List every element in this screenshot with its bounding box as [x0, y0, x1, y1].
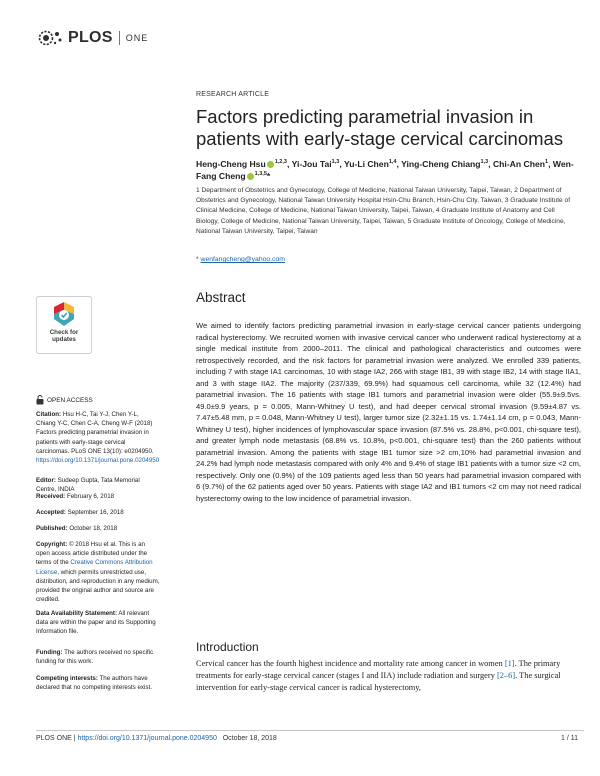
- accepted-label: Accepted:: [36, 509, 66, 516]
- editor-text: Sudeep Gupta, Tata Memorial Centre, INDIA: [36, 477, 140, 494]
- abstract-heading: Abstract: [196, 290, 246, 305]
- copyright-label: Copyright:: [36, 541, 68, 548]
- author-list: Heng-Cheng Hsu $^{1,2,3}$, Yi-Jou Tai$^{1,3}$, Yu-Li Chen$^{1,4}$, Ying-Cheng Chiang$^{1,3}$, Chi-An Chen$^1$, Wen-Fang Cheng $^{1,3,5}$*: [196, 159, 574, 181]
- author-name[interactable]: Yu-Li Chen: [343, 159, 389, 169]
- orcid-icon[interactable]: [267, 161, 274, 168]
- published-block: [36, 524, 160, 533]
- copyright-text: , which permits unrestricted use, distribution, and reproduction in any medium, provided the original author and source are credited.: [36, 568, 160, 604]
- corresponding-marker: *: [266, 171, 271, 181]
- received-label: Received:: [36, 493, 66, 500]
- author-name[interactable]: Yi-Jou Tai: [291, 159, 332, 169]
- intro-text: . The surgical intervention for early-stage cervical cancer is radical hysterectomy,: [196, 671, 561, 692]
- author-affiliation-ref: 1,3,5: [254, 171, 267, 178]
- author-affiliation-ref: 1,3: [480, 159, 489, 166]
- funding-label: Funding:: [36, 649, 63, 656]
- open-access-label: [36, 395, 93, 405]
- funding-block: [36, 648, 160, 666]
- received-block: [36, 492, 160, 501]
- license-link[interactable]: Creative Commons Attribution License: [36, 559, 153, 576]
- orcid-icon[interactable]: [247, 173, 254, 180]
- citation-text: Hsu H-C, Tai Y-J, Chen Y-L, Chiang Y-C, Chen C-A, Cheng W-F (2018) Factors predicting parametrial invasion in patients with early-stage cervical carcinomas. PLoS ONE 13(10): e0204950.: [36, 411, 154, 455]
- received-date: February 6, 2018: [65, 493, 115, 500]
- logo-brand: PLOS: [68, 29, 113, 46]
- reference-link[interactable]: [2–6]: [496, 671, 516, 680]
- footer-date: October 18, 2018: [222, 735, 277, 742]
- competing-interests-text: The authors have declared that no competing interests exist.: [36, 675, 152, 692]
- corresponding-email: [196, 256, 285, 263]
- competing-interests-block: [36, 674, 160, 692]
- crossmark-line1: Check for: [49, 329, 79, 336]
- author-name[interactable]: Heng-Cheng Hsu: [196, 159, 266, 169]
- open-lock-icon: [36, 395, 44, 405]
- intro-text: . The primary treatments for early-stage cervical cancer (stages I and IIA) include radiation and surgery: [196, 659, 561, 680]
- reference-link[interactable]: [1]: [504, 659, 515, 668]
- article-title: Factors predicting parametrial invasion in patients with early-stage cervical carcinomas: [196, 106, 564, 149]
- author-name[interactable]: Wen-Fang Cheng: [196, 159, 574, 181]
- author-name[interactable]: Ying-Cheng Chiang: [401, 159, 481, 169]
- abstract-body: We aimed to identify factors predicting parametrial invasion in early-stage cervical cancer patients undergoing radical hysterectomy. We recruited women with invasive cervical cancer who underwent radical hysterectomy at a single medical institute from 2000–2011. The clinical and pathological characteristics and outcomes were retrospectively recorded, and the risk factors for parametrial invasion were analyzed. We enrolled 339 patients, including 7 with stage IA1 carcinomas, 10 with stage IA2, 266 with stage IB1, 39 with stage IB2, 14 with stage IIA1, and 3 with stage IIA2. The majority (237/339, 69.9%) had squamous cell carcinoma, while 32 (12.4%) had parametrial invasion. The 16 patients with stage IB1 tumors and parametrial invasion were older (55.9±9.5vs. 49.0±9.9 years, p = 0.005, Mann-Whitney U test), and had deeper cervical stromal invasion (9.59±4.87 vs. 7.47±5.48 mm, p = 0.048, Mann-Whitney U test), larger tumor size (2.32±1.15 vs. 1.74±1.14 cm, p = 0.043, Mann-Whitney U test), higher incidences of lymphovascular space invasion (87.5% vs. 28.8%, p<0.001, chi-square test), and greater lymph node metastasis (68.8% vs. 10.8%, p<0.001, chi-square test) than the 260 patients without parametrial invasion. Among the patients with stage IB1 tumor size >2 cm,10% had parametrial invasion and 24.2% had lymph node metastasis compared with only 4% and 9.4% of stage IB1 patients with a tumor size <2 cm, respectively. Only one (0.9%) of the 109 patients aged less than 50 years had parametrial invasion compared with 6 (9.7%) of the 62 patients aged over 50 years. Patients with stage IA2 and IB1 tumors <2 cm may not need radical hysterectomy owing to the low incidence of parametrial invasion.: [196, 321, 581, 503]
- crossmark-icon: [52, 301, 76, 327]
- author-affiliation-ref: 1: [545, 159, 549, 166]
- published-label: Published:: [36, 525, 68, 532]
- citation-label: Citation:: [36, 411, 62, 418]
- copyright-block: [36, 540, 160, 604]
- page-footer: [36, 735, 277, 742]
- author-affiliation-ref: 1,2,3: [274, 159, 287, 166]
- author-name[interactable]: Chi-An Chen: [492, 159, 546, 169]
- intro-text: Cervical cancer has the fourth highest incidence and mortality rate among cancer in women: [196, 659, 505, 668]
- footer-doi-link[interactable]: https://doi.org/10.1371/journal.pone.0204950: [77, 735, 217, 742]
- check-for-updates-badge[interactable]: [36, 296, 92, 354]
- author-affiliation-ref: 1,4: [388, 159, 397, 166]
- accepted-date: September 16, 2018: [65, 509, 124, 516]
- footer-divider: [36, 730, 584, 731]
- open-access-text: OPEN ACCESS: [47, 396, 93, 404]
- editor-label: Editor:: [36, 477, 56, 484]
- introduction-heading: Introduction: [196, 640, 259, 654]
- citation-doi-link[interactable]: https://doi.org/10.1371/journal.pone.0204950: [36, 457, 160, 465]
- data-availability-block: [36, 609, 160, 637]
- logo-divider: [119, 31, 120, 45]
- accepted-block: [36, 508, 160, 517]
- citation-block: [36, 410, 160, 465]
- data-availability-label: Data Availability Statement:: [36, 610, 118, 617]
- plos-logo-icon: [36, 28, 64, 48]
- introduction-body: [196, 658, 586, 694]
- article-type: RESEARCH ARTICLE: [196, 91, 270, 98]
- published-date: October 18, 2018: [67, 525, 118, 532]
- footer-journal: PLOS ONE: [36, 735, 72, 742]
- copyright-text: © 2018 Hsu et al. This is an open access article distributed under the terms of the: [36, 541, 148, 567]
- logo-journal-name: ONE: [125, 33, 149, 43]
- funding-text: The authors received no specific funding for this work.: [36, 649, 154, 666]
- email-link[interactable]: wenfangcheng@yahoo.com: [200, 256, 285, 263]
- plos-one-logo[interactable]: [36, 28, 148, 48]
- author-affiliation-ref: 1,3: [331, 159, 340, 166]
- email-star: *: [196, 256, 199, 263]
- page-number: 1 / 11: [561, 735, 578, 742]
- footer-separator: |: [71, 735, 78, 742]
- crossmark-line2: updates: [52, 336, 76, 343]
- affiliations: 1 Department of Obstetrics and Gynecology, College of Medicine, National Taiwan University, Taipei, Taiwan, 2 Department of Obstetrics and Gynecology, National Taiwan University Hospital Hsin-Chu Branch, Hsin-Chu City, Taiwan, 3 Graduate Institute of Clinical Medicine, College of Medicine, National Taiwan University, Taipei, Taiwan, 4 Graduate Institute of Anatomy and Cell Biology, College of Medicine, National Taiwan University, Taipei, Taiwan, 5 Graduate Institute of Oncology, College of Medicine, National Taiwan University, Taipei, Taiwan: [196, 187, 571, 235]
- data-availability-text: All relevant data are within the paper and its Supporting Information file.: [36, 610, 156, 636]
- competing-interests-label: Competing interests:: [36, 675, 98, 682]
